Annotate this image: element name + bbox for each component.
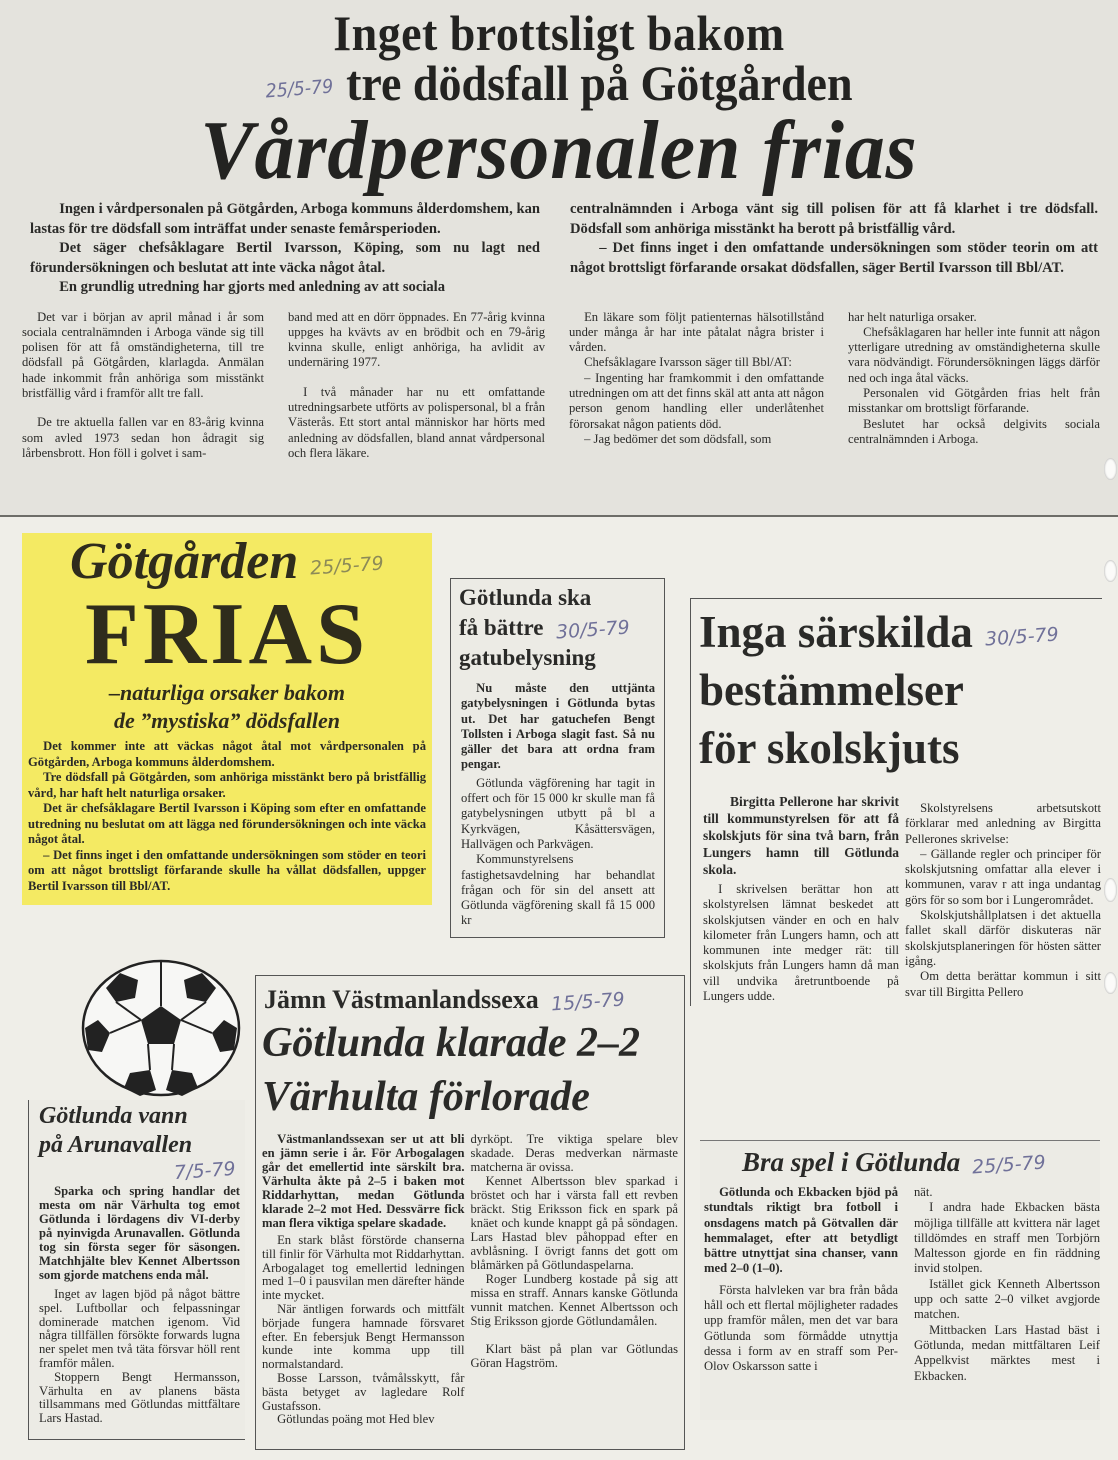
- paragraph: Chefsåklagare Ivarsson säger till Bbl/AT:: [584, 355, 792, 370]
- clipping-right-column: [905, 801, 1101, 1004]
- paragraph: – Jag bedömer det som dödsfall, som: [584, 431, 772, 446]
- paragraph: Stoppern Bengt Hermansson, Värhulta en av planens bästa tillsammans med Götlundas mittfältare Lars Hastad.: [39, 1369, 240, 1426]
- paragraph: Tre dödsfall på Götgården, som anhöriga misstänkt bero på bristfällig vård, har haft helt naturliga orsaker.: [28, 770, 426, 800]
- paragraph: Roger Lundberg kostade på sig att missa en straff. Annars kanske Götlunda vunnit matchen. Kennet Albertsson och Stig Eriksson gjorde Götlundamålen.: [470, 1272, 678, 1328]
- clipping-column-1: [704, 1283, 898, 1375]
- paragraph: En stark blåst förstörde chanserna till finlir för Värhulta mot Riddarhyttan. Arbogalaget tog emellertid ledningen med 1–0 i pausvilan men därefter hände inte mycket.: [262, 1233, 465, 1303]
- paragraph: – Gällande regler och principer för skolskjutsning omfattar alla elever i kommunen, varav r att inga undantag görs för so som bor i Lungerområdet.: [905, 846, 1101, 907]
- clipping-column-1: [262, 1234, 465, 1427]
- paragraph: Inget av lagen bjöd på något bättre spel. Luftbollar och felpassningar dominerade matchen igenom. Vid några tillfällen försökte forwards lugna ner spelet men två täta försvar höll rent framför målen.: [39, 1287, 240, 1370]
- handwritten-date: 15/5-79: [550, 988, 626, 1016]
- clipping-title-row: [704, 1145, 1100, 1179]
- headline-line-2: tre dödsfall på Götgården: [346, 55, 853, 111]
- handwritten-date: 25/5-79: [309, 552, 385, 580]
- paragraph: Skolstyrelsens arbetsutskott förklarar med anledning av Birgitta Pellerones skrivelse:: [905, 801, 1101, 846]
- title-line: på Arunavallen: [39, 1132, 193, 1158]
- paragraph: Det kommer inte att väckas något åtal mot vårdpersonalen på Götgården, Arboga kommuns ålderdomshem.: [28, 739, 426, 769]
- paragraph: Ingen i vårdpersonalen på Götgården, Arboga kommuns ålderdomshem, kan lastas för tre dödsfall som inträffat under senaste femårsperioden.: [30, 201, 540, 237]
- clipping-gatubelysning: [450, 578, 665, 938]
- column-4: [848, 310, 1100, 462]
- paragraph: Klart bäst på plan var Götlundas Göran Hagström.: [470, 1342, 678, 1370]
- paragraph: Götlunda och Ekbacken bjöd på stundtals riktigt bra fotboll i onsdagens match på Götvallen där hemmalaget, efter att betydligt bättre utnyttjat sina chanser, vann med 2–0 (1–0).: [704, 1185, 898, 1276]
- clipping-column-1-wrap: [704, 1185, 898, 1384]
- title-line: bestämmelser: [699, 665, 964, 715]
- paragraph: En grundlig utredning har gjorts med anledning av att sociala: [59, 279, 446, 295]
- title-line: Värhulta förlorade: [262, 1074, 590, 1120]
- article-text: [0, 0, 1118, 469]
- headline-main: Vårdpersonalen frias: [200, 104, 918, 197]
- clipping-title: Götgården: [70, 533, 299, 590]
- columns-row: [22, 310, 1102, 462]
- lead-right: [570, 200, 1098, 298]
- clipping-lead: [262, 1132, 465, 1230]
- clipping-body: [28, 739, 426, 894]
- paragraph: Chefsåklagaren har heller inte funnit att någon ytterligare utredning av omständigheterna skulle vara nödvändigt. Förundersökningen läggs därför ned och inga åtal väcks.: [848, 324, 1100, 385]
- title-line: för skolskjuts: [699, 723, 960, 773]
- title-line-row: [699, 603, 1102, 661]
- clipping-lead: [704, 1185, 898, 1277]
- paragraph: dyrköpt. Tre viktiga spelare blev skadade. Deras medverkan närmaste matcherna är ovissa.: [470, 1132, 678, 1174]
- paragraph: I andra hade Ekbacken bästa möjliga tillfälle att kvittera när laget tilldömdes en straff men Torbjörn Maltesson gjorde en fin räddning invid stolpen.: [914, 1200, 1100, 1276]
- paragraph: band med att en dörr öppnades. En 77-årig kvinna uppges ha kvävts av en brödbit och en 79-årig kvinna skulle, enligt anhöriga, ha avlidit av undernäring 1977.: [288, 309, 545, 370]
- punch-hole: [1104, 972, 1117, 994]
- clipping-lead: [39, 1184, 240, 1282]
- clipping-lead: [703, 793, 899, 878]
- clipping-vardpersonalen-frias: [0, 0, 1118, 517]
- paragraph: Istället gick Kenneth Albertsson upp och satte 2–0 vilket avgjorde matchen.: [914, 1276, 1100, 1322]
- paragraph: I två månader har nu ett omfattande utredningsarbete utförts av polispersonal, bl a från Västerås. Ett stort antal människor har hörts med anledning av dödsfallen, bland annat vårdpersonal och flera läkare.: [288, 384, 545, 460]
- lead-row: [22, 200, 1102, 298]
- clipping-lead: [459, 681, 657, 773]
- title-line: Götlunda ska: [459, 585, 592, 610]
- clipping-title: [459, 583, 657, 673]
- handwritten-date: 25/5-79: [971, 1151, 1047, 1179]
- paragraph: Om detta berättar kommun i sitt svar till Birgitta Pellero: [905, 969, 1101, 999]
- clipping-gotgarden-frias: [22, 533, 432, 905]
- punch-hole: [1104, 458, 1117, 480]
- paragraph: – Det finns inget i den omfattande undersökningen som stöder teorin om att något brottsligt förfarande orsakat dödsfallen, säger Bertil Ivarsson till Bbl/AT.: [570, 240, 1098, 276]
- clipping-title: [262, 1016, 678, 1124]
- column-1: [22, 310, 264, 462]
- paragraph: centralnämnden i Arboga vänt sig till polisen för att få klarhet i tre dödsfall. Dödsfall som anhöriga misstänkt ha berott på bristfällig vård.: [570, 201, 1098, 237]
- punch-hole: [1104, 878, 1117, 902]
- clipping-left-column: [703, 882, 899, 1004]
- paragraph: Det är chefsåklagare Bertil Ivarsson i Köping som efter en omfattande utredning nu beslutat om att lägga ned förundersökningen och inte väcka något åtal.: [28, 801, 426, 846]
- columns-row: [704, 1185, 1100, 1384]
- date-row: [39, 1157, 240, 1185]
- paragraph: nät.: [914, 1185, 933, 1199]
- paragraph: Götlunda vägförening har tagit in offert och för 15 000 kr skulle man få gatybelysningen utbytt på bl a Kyrkvägen, Kåsättersvägen, Hallvägen och Parkvägen.: [461, 775, 655, 851]
- paragraph: Mittbacken Lars Hastad bäst i Götlunda, medan mittfältaren Leif Appelkvist märktes mest i Ekbacken.: [914, 1322, 1100, 1383]
- clipping-title: Bra spel i Götlunda: [742, 1147, 961, 1177]
- column-2: [288, 310, 545, 462]
- paragraph: – Det finns inget i den omfattande undersökningen som stöder en teori om att något brottsligt förfarande skulle ha vållat dödsfallen, uppger Bertil Ivarsson till Bbl/AT.: [28, 847, 426, 893]
- clipping-title: [699, 603, 1102, 777]
- title-line-row: [459, 613, 657, 643]
- clipping-left-column-wrap: [699, 793, 899, 1004]
- title-line: få bättre: [459, 615, 544, 640]
- punch-hole: [1104, 560, 1117, 582]
- paragraph: har helt naturliga orsaker.: [848, 309, 977, 324]
- paragraph: De tre aktuella fallen var en 83-årig kvinna som avled 1973 sedan hon ådragit sig lårbensbrott. Hon föll i golvet i sam-: [22, 415, 264, 460]
- clipping-column-2: [914, 1185, 1100, 1384]
- paragraph: När äntligen forwards och mittfält började fungera hamnade försvaret efter. En febersjuk Bengt Hermansson kunde inte komma upp till normalstandard.: [262, 1301, 465, 1372]
- clipping-kicker-row: [262, 984, 678, 1016]
- columns-row: [699, 793, 1102, 1004]
- paragraph: En läkare som följt patienternas hälsotillstånd under många år har inte påtalat några brister i vården.: [569, 309, 824, 355]
- paragraph: Personalen vid Götgården frias helt från misstankar om brottsligt förfarande.: [848, 385, 1100, 416]
- soccer-ball-icon: [80, 958, 242, 1098]
- clipping-kicker: Jämn Västmanlandssexa: [264, 985, 539, 1014]
- handwritten-date: 30/5-79: [984, 623, 1060, 651]
- handwritten-date: 7/5-79: [173, 1157, 237, 1185]
- clipping-vastmanlandssexa: [255, 975, 685, 1450]
- title-line: Götlunda vann: [39, 1103, 188, 1129]
- handwritten-date: 30/5-79: [554, 616, 630, 644]
- paragraph: Nu måste den uttjänta gatybelysningen i Götlunda bytas ut. Det har gatuchefen Bengt Tollsten i Arboga slagit fast. Så nu gäller det bara att ordna fram pengar.: [461, 681, 655, 772]
- paragraph: Beslutet har också delgivits sociala centralnämnden i Arboga.: [848, 416, 1100, 446]
- clipping-big-word: FRIAS: [84, 586, 370, 683]
- title-line: Götlunda klarade 2–2: [262, 1020, 641, 1066]
- column-3: [569, 310, 824, 462]
- columns-row: [262, 1132, 678, 1427]
- handwritten-date: 25/5-79: [264, 74, 334, 103]
- clipping-title: [39, 1102, 240, 1160]
- title-line: gatubelysning: [459, 645, 596, 670]
- paragraph: Götlundas poäng mot Hed blev: [277, 1412, 435, 1427]
- paragraph: Kennet Albertsson blev sparkad i bröstet och har i värsta fall ett revben bräckt. Stig Eriksson fick en spark på knäet och kunde knappt gå på söndagen. Lars Hastad blev påhoppad efter en avblåsning. I övrigt fanns det gott om blåmärken på Götlundaspelarna.: [470, 1174, 678, 1272]
- paragraph: Sparka och spring handlar det mesta om när Värhulta tog emot Götlunda i lördagens div VI-derby på nyinvigda Arunavallen. Götlunda tog sin första seger för säsongen. Matchhjälte blev Kennet Albertsson som gjorde matchens enda mål.: [39, 1184, 240, 1282]
- paragraph: – Ingenting har framkommit i den omfattande utredningen om att det finns skäl att anta att någon person genom handling eller underlåtenhet förorsakat någon patients död.: [569, 370, 824, 431]
- paragraph: Birgitta Pellerone har skrivit till kommunstyrelsen för att få skolskjuts för sina två barn, från Lungers hamn till Götlunda skola.: [703, 794, 899, 877]
- headline-line-1: Inget brottsligt bakom: [333, 5, 785, 61]
- clipping-skolskjuts: [690, 598, 1102, 1006]
- clipping-arunavallen: [28, 1100, 245, 1440]
- paragraph: I skrivelsen berättar hon att skolstyrelsen lämnat beskedet att skolskjutsen vänder en och en halv kilometer från Lungers hamn, och att kommunen inte medger rät: till skolskjuts från Lungers hamn då man vill undvika åretruntboende på Lungers udde.: [703, 882, 899, 1004]
- paragraph: Västmanlandssexan ser ut att bli en jämn serie i år. För Arbogalagen går det emellertid inte särskilt bra. Värhulta åkte på 2–5 i baken mot Riddarhyttan, medan Götlunda klarade 2–2 mot Hed. Dessvärre fick man flera viktiga spelare skadade.: [262, 1132, 465, 1230]
- subheadline-1: –naturliga orsaker bakom: [109, 680, 345, 705]
- paragraph: Första halvleken var bra från båda håll och ett flertal möjligheter radades upp framför målen, men det var bara Götlunda som förmådde utnyttja dessa i form av en straff som Per-Olov Oskarsson satte i: [704, 1282, 898, 1374]
- clipping-body: [39, 1288, 240, 1426]
- paragraph: Det säger chefsåklagare Bertil Ivarsson, Köping, som nu lagt ned förundersökningen och beslutat att inte väcka något åtal.: [30, 240, 540, 276]
- lead-left: [30, 200, 540, 298]
- paragraph: Det var i början av april månad i år som sociala centralnämnden i Arboga vände sig till polisen för att få omständigheterna, till tre dödsfall på Götgården, klarlagda. Anmälan hade inkommit från anhöriga som misstänkt bristfällig vård i framför allt tre fall.: [22, 309, 264, 400]
- paragraph: Skolskjutshållplatsen i det aktuella fallet skall därför diskuteras när skolskjutsplaneringen för hösten sätter igång.: [905, 908, 1101, 968]
- subheadline-2: de ”mystiska” dödsfallen: [113, 708, 341, 733]
- clipping-bra-spel: [700, 1140, 1100, 1420]
- clipping-column-1-wrap: [262, 1132, 465, 1427]
- paragraph: Kommunstyrelsens fastighetsavdelning har behandlat frågan och för sin del ansett att Götlunda vägförening skall få 15 000 kr: [461, 852, 655, 928]
- title-line: Inga särskilda: [699, 607, 973, 657]
- clipping-body: [459, 776, 657, 929]
- paragraph: Bosse Larsson, tvåmålsskytt, får bästa betyget av lagledare Rolf Gustafsson.: [262, 1370, 465, 1413]
- clipping-column-2: [471, 1132, 679, 1427]
- clipping-title-row: [28, 533, 426, 591]
